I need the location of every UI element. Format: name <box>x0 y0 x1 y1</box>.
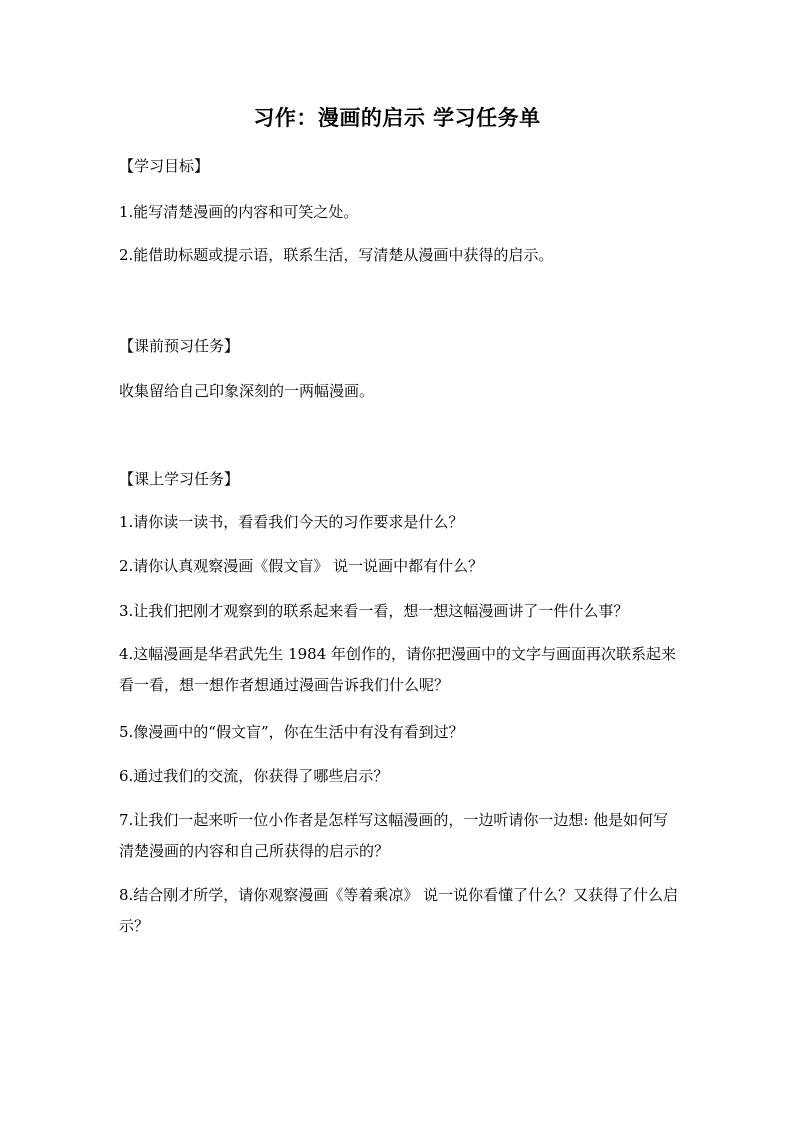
task-item-1: 1.请你读一读书，看看我们今天的习作要求是什么？ <box>119 513 464 531</box>
task-item-2: 2.请你认真观察漫画《假文盲》 说一说画中都有什么？ <box>119 557 484 575</box>
goal-item-2: 2.能借助标题或提示语，联系生活，写清楚从漫画中获得的启示。 <box>119 246 554 264</box>
section-heading-preview: 【课前预习任务】 <box>119 337 240 355</box>
task-item-3: 3.让我们把刚才观察到的联系起来看一看，想一想这幅漫画讲了一件什么事？ <box>119 602 629 620</box>
goal-item-1: 1.能写清楚漫画的内容和可笑之处。 <box>119 203 359 221</box>
preview-item-1: 收集留给自己印象深刻的一两幅漫画。 <box>119 382 375 400</box>
section-heading-goals: 【学习目标】 <box>119 157 210 175</box>
task-item-4: 4.这幅漫画是华君武先生 1984 年创作的，请你把漫画中的文字与画面再次联系起来看一看，想一想作者想通过漫画告诉我们什么呢？ <box>119 645 677 694</box>
task-item-7: 7.让我们一起来听一位小作者是怎样写这幅漫画的，一边听请你一边想: 他是如何写清楚漫画的内容和自己所获得的启示的？ <box>119 811 669 860</box>
task-item-6: 6.通过我们的交流，你获得了哪些启示？ <box>119 767 389 785</box>
document-title: 习作：漫画的启示 学习任务单 <box>253 105 541 130</box>
section-heading-inclass: 【课上学习任务】 <box>119 470 240 488</box>
task-item-8: 8.结合刚才所学，请你观察漫画《等着乘凉》 说一说你看懂了什么？又获得了什么启示？ <box>119 886 679 935</box>
task-item-5: 5.像漫画中的“假文盲”，你在生活中有没有看到过？ <box>119 723 464 741</box>
